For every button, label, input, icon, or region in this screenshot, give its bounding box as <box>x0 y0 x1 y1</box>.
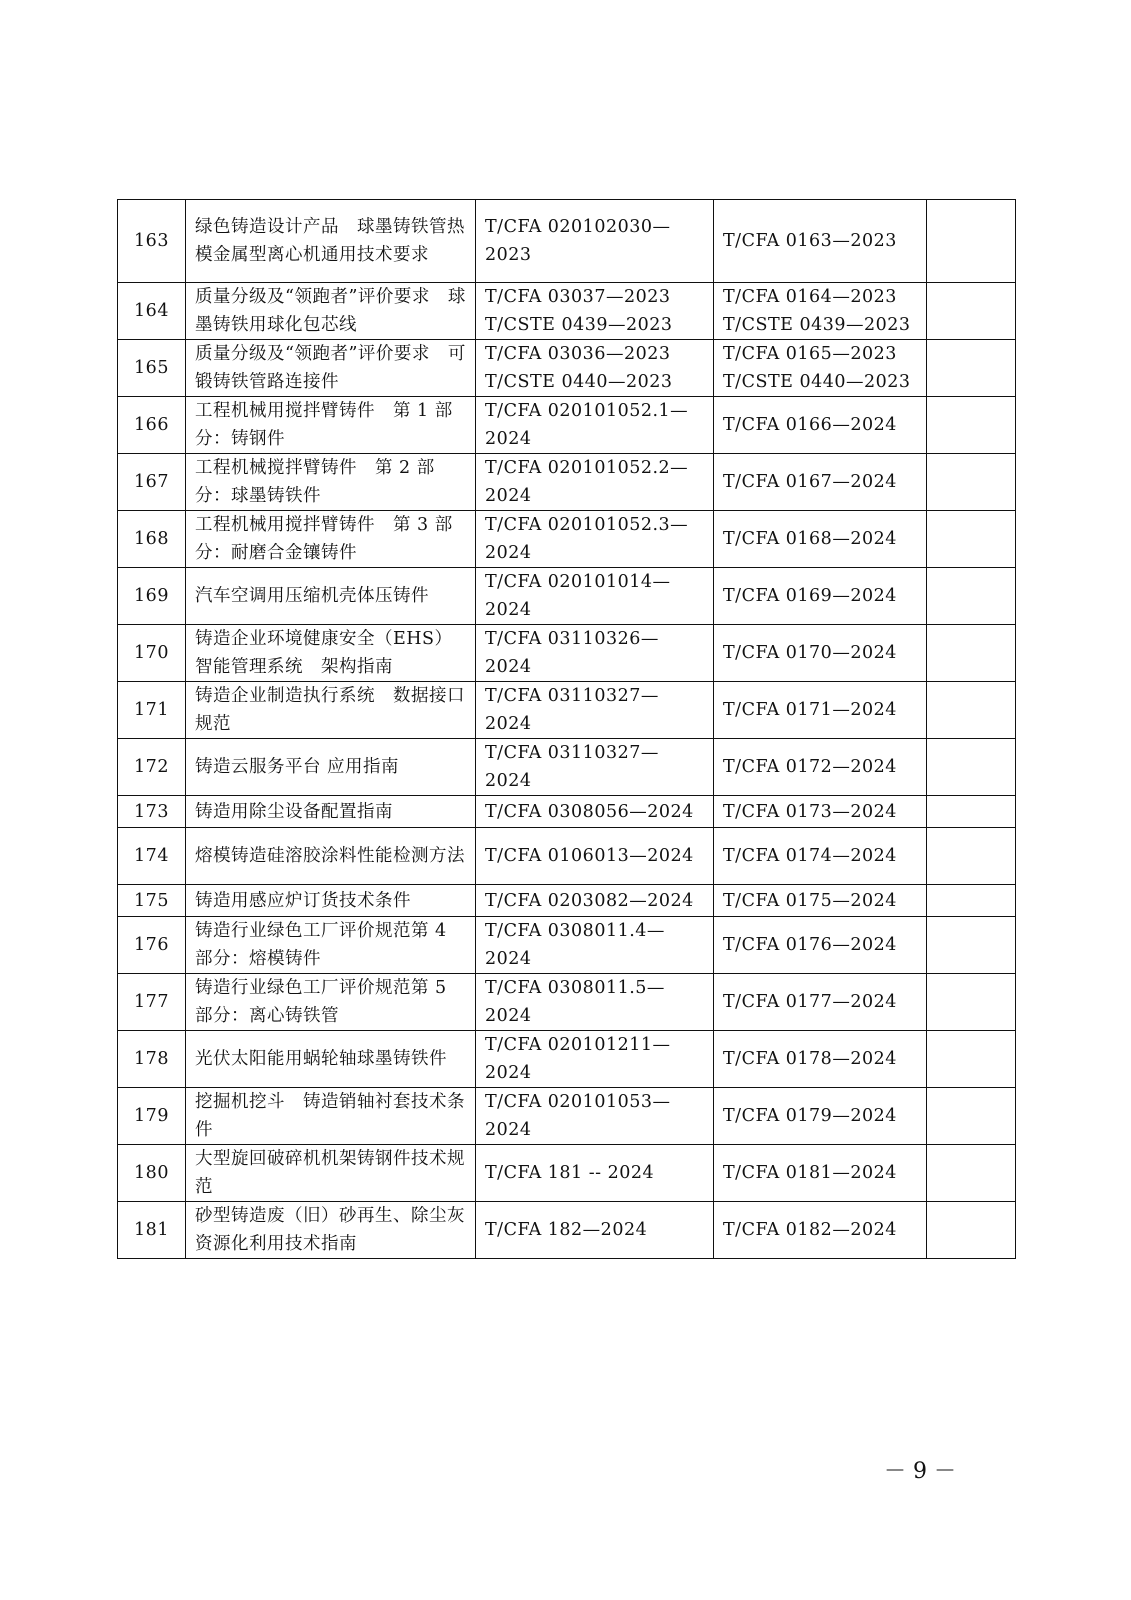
remarks-cell <box>927 283 1016 340</box>
remarks-cell <box>927 200 1016 283</box>
standard-name: 工程机械搅拌臂铸件 第 2 部分：球墨铸铁件 <box>186 454 476 511</box>
plan-code: T/CFA 03110327—2024 <box>476 739 714 796</box>
plan-code: T/CFA 181 -- 2024 <box>476 1145 714 1202</box>
plan-code: T/CFA 020101052.2— 2024 <box>476 454 714 511</box>
remarks-cell <box>927 511 1016 568</box>
standard-code: T/CFA 0173—2024 <box>714 796 927 828</box>
table-row <box>118 1088 1016 1145</box>
standard-name: 工程机械用搅拌臂铸件 第 3 部分：耐磨合金镶铸件 <box>186 511 476 568</box>
standard-name: 工程机械用搅拌臂铸件 第 1 部分：铸钢件 <box>186 397 476 454</box>
standard-code: T/CFA 0179—2024 <box>714 1088 927 1145</box>
table-row <box>118 340 1016 397</box>
row-number: 175 <box>118 885 186 917</box>
row-number: 171 <box>118 682 186 739</box>
table-row <box>118 511 1016 568</box>
table-row <box>118 828 1016 885</box>
table-row <box>118 682 1016 739</box>
remarks-cell <box>927 682 1016 739</box>
row-number: 166 <box>118 397 186 454</box>
table-row <box>118 397 1016 454</box>
row-number: 170 <box>118 625 186 682</box>
remarks-cell <box>927 917 1016 974</box>
plan-code: T/CFA 0308011.5—2024 <box>476 974 714 1031</box>
standard-code: T/CFA 0178—2024 <box>714 1031 927 1088</box>
plan-code: T/CFA 03110327—2024 <box>476 682 714 739</box>
remarks-cell <box>927 796 1016 828</box>
standard-name: 铸造用感应炉订货技术条件 <box>186 885 476 917</box>
table-row <box>118 796 1016 828</box>
table-row <box>118 1031 1016 1088</box>
plan-code: T/CFA 182—2024 <box>476 1202 714 1259</box>
row-number: 165 <box>118 340 186 397</box>
row-number: 164 <box>118 283 186 340</box>
plan-code: T/CFA 020101014—2024 <box>476 568 714 625</box>
row-number: 178 <box>118 1031 186 1088</box>
plan-code: T/CFA 020101053—2024 <box>476 1088 714 1145</box>
remarks-cell <box>927 974 1016 1031</box>
plan-code: T/CFA 03110326—2024 <box>476 625 714 682</box>
row-number: 180 <box>118 1145 186 1202</box>
standard-name: 铸造行业绿色工厂评价规范第 5 部分：离心铸铁管 <box>186 974 476 1031</box>
plan-code: T/CFA 020101052.1— 2024 <box>476 397 714 454</box>
standard-code: T/CFA 0176—2024 <box>714 917 927 974</box>
remarks-cell <box>927 625 1016 682</box>
remarks-cell <box>927 1031 1016 1088</box>
standard-name: 铸造企业环境健康安全（EHS）智能管理系统 架构指南 <box>186 625 476 682</box>
standard-name: 绿色铸造设计产品 球墨铸铁管热模金属型离心机通用技术要求 <box>186 200 476 283</box>
remarks-cell <box>927 1145 1016 1202</box>
row-number: 177 <box>118 974 186 1031</box>
plan-code: T/CFA 0106013—2024 <box>476 828 714 885</box>
standard-code: T/CFA 0172—2024 <box>714 739 927 796</box>
standard-name: 质量分级及“领跑者”评价要求 可锻铸铁管路连接件 <box>186 340 476 397</box>
standard-code: T/CFA 0166—2024 <box>714 397 927 454</box>
remarks-cell <box>927 885 1016 917</box>
remarks-cell <box>927 454 1016 511</box>
standard-code: T/CFA 0171—2024 <box>714 682 927 739</box>
standard-code: T/CFA 0165—2023 T/CSTE 0440—2023 <box>714 340 927 397</box>
standard-code: T/CFA 0177—2024 <box>714 974 927 1031</box>
standard-code: T/CFA 0182—2024 <box>714 1202 927 1259</box>
remarks-cell <box>927 828 1016 885</box>
standard-name: 铸造云服务平台 应用指南 <box>186 739 476 796</box>
standard-name: 质量分级及“领跑者”评价要求 球墨铸铁用球化包芯线 <box>186 283 476 340</box>
row-number: 174 <box>118 828 186 885</box>
table-row <box>118 454 1016 511</box>
standard-code: T/CFA 0163—2023 <box>714 200 927 283</box>
standard-code: T/CFA 0164—2023 T/CSTE 0439—2023 <box>714 283 927 340</box>
table-row <box>118 974 1016 1031</box>
plan-code: T/CFA 03037—2023 T/CSTE 0439—2023 <box>476 283 714 340</box>
standard-code: T/CFA 0169—2024 <box>714 568 927 625</box>
remarks-cell <box>927 340 1016 397</box>
standard-name: 熔模铸造硅溶胶涂料性能检测方法 <box>186 828 476 885</box>
standard-name: 挖掘机挖斗 铸造销轴衬套技术条件 <box>186 1088 476 1145</box>
remarks-cell <box>927 397 1016 454</box>
standard-name: 砂型铸造废（旧）砂再生、除尘灰资源化利用技术指南 <box>186 1202 476 1259</box>
remarks-cell <box>927 739 1016 796</box>
table-row <box>118 625 1016 682</box>
standard-code: T/CFA 0168—2024 <box>714 511 927 568</box>
table-row <box>118 917 1016 974</box>
plan-code: T/CFA 03036—2023 T/CSTE 0440—2023 <box>476 340 714 397</box>
row-number: 167 <box>118 454 186 511</box>
row-number: 172 <box>118 739 186 796</box>
plan-code: T/CFA 020101211—2024 <box>476 1031 714 1088</box>
table-row <box>118 200 1016 283</box>
standard-name: 大型旋回破碎机机架铸钢件技术规范 <box>186 1145 476 1202</box>
plan-code: T/CFA 020102030—2023 <box>476 200 714 283</box>
plan-code: T/CFA 0308056—2024 <box>476 796 714 828</box>
row-number: 168 <box>118 511 186 568</box>
remarks-cell <box>927 568 1016 625</box>
standard-name: 铸造用除尘设备配置指南 <box>186 796 476 828</box>
standard-code: T/CFA 0174—2024 <box>714 828 927 885</box>
plan-code: T/CFA 0203082—2024 <box>476 885 714 917</box>
page-number: － 9 － <box>884 1459 956 1484</box>
standard-code: T/CFA 0175—2024 <box>714 885 927 917</box>
standard-code: T/CFA 0167—2024 <box>714 454 927 511</box>
standard-name: 铸造企业制造执行系统 数据接口规范 <box>186 682 476 739</box>
row-number: 179 <box>118 1088 186 1145</box>
row-number: 181 <box>118 1202 186 1259</box>
row-number: 176 <box>118 917 186 974</box>
standard-name: 铸造行业绿色工厂评价规范第 4 部分：熔模铸件 <box>186 917 476 974</box>
table-row <box>118 1202 1016 1259</box>
table-row <box>118 568 1016 625</box>
standard-code: T/CFA 0181—2024 <box>714 1145 927 1202</box>
plan-code: T/CFA 020101052.3— 2024 <box>476 511 714 568</box>
standard-code: T/CFA 0170—2024 <box>714 625 927 682</box>
plan-code: T/CFA 0308011.4—2024 <box>476 917 714 974</box>
row-number: 169 <box>118 568 186 625</box>
table-row <box>118 283 1016 340</box>
row-number: 173 <box>118 796 186 828</box>
table-row <box>118 1145 1016 1202</box>
remarks-cell <box>927 1088 1016 1145</box>
standard-name: 汽车空调用压缩机壳体压铸件 <box>186 568 476 625</box>
standards-table <box>117 199 1016 1259</box>
table-row <box>118 739 1016 796</box>
standard-name: 光伏太阳能用蜗轮轴球墨铸铁件 <box>186 1031 476 1088</box>
row-number: 163 <box>118 200 186 283</box>
remarks-cell <box>927 1202 1016 1259</box>
table-row <box>118 885 1016 917</box>
